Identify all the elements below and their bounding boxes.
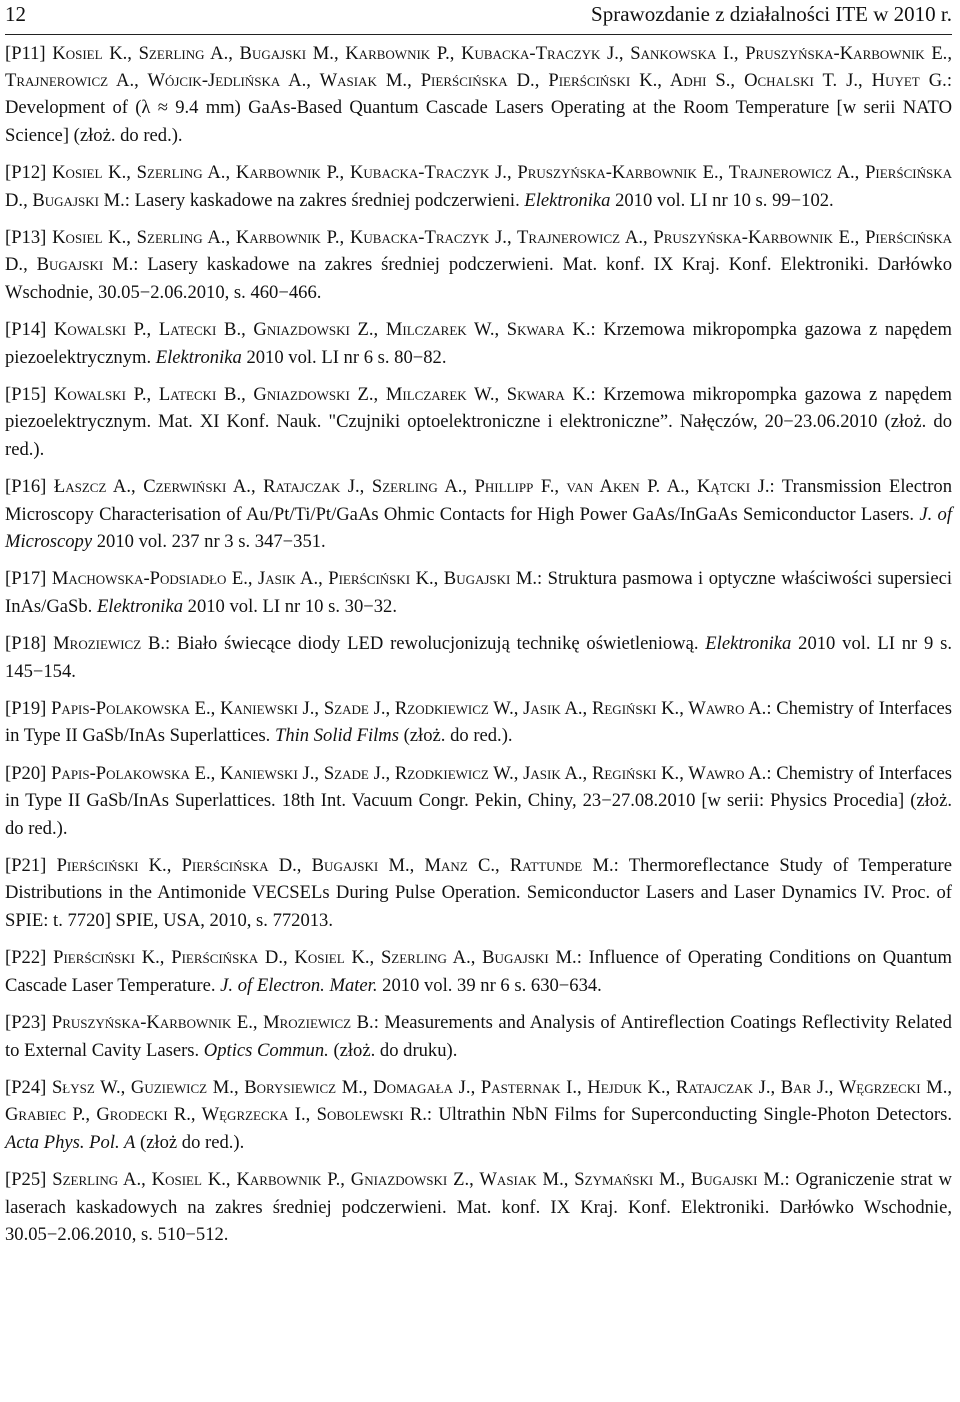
reference-item (5, 473, 952, 555)
page-header (5, 0, 952, 35)
reference-item (5, 40, 952, 149)
ref-authors: Machowska-Podsiadło E., Jasik A., Pierściński K., Bugajski M. (51, 568, 538, 590)
running-title: Sprawozdanie z działalności ITE w 2010 r. (591, 2, 952, 26)
ref-details: (złoż. do druku). (328, 1039, 458, 1061)
ref-title: : Krzemowa mikropompka gazowa z napędem piezoelektrycznym. Mat. XI Konf. Nauk. "Czujniki optoelektroniczne i elektroniczne”. Nałęczów, 20−23.06.2010 (złoż. do red.). (5, 384, 953, 460)
ref-authors: Kosiel K., Szerling A., Karbownik P., Kubacka-Traczyk J., Trajnerowicz A., Pruszyńska-Karbownik E., Pierścińska D., Bugajski M. (5, 227, 953, 276)
reference-list (5, 40, 952, 1258)
ref-details: 2010 vol. LI nr 9 s. 145−154. (5, 633, 952, 682)
ref-authors: Pierściński K., Pierścińska D., Bugajski M., Manz C., Rattunde M. (56, 855, 614, 877)
reference-item (5, 695, 952, 749)
ref-authors: Pierściński K., Pierścińska D., Kosiel K., Szerling A., Bugajski M. (53, 947, 577, 969)
ref-id: [P22] (5, 947, 47, 969)
ref-authors: Papis-Polakowska E., Kaniewski J., Szade J., Rzodkiewicz W., Jasik A., Regiński K., Wawro A. (51, 763, 767, 785)
reference-item (5, 381, 952, 463)
ref-id: [P14] (5, 319, 47, 341)
ref-title: : Lasery kaskadowe na zakres średniej podczerwieni. Mat. konf. IX Kraj. Konf. Elektroniki. Darłówko Wschodnie, 30.05−2.06.2010, s. 460−466. (5, 254, 952, 303)
ref-details: 2010 vol. 237 nr 3 s. 347−351. (92, 530, 326, 552)
ref-details: 2010 vol. LI nr 10 s. 99−102. (610, 189, 834, 211)
ref-authors: Pruszyńska-Karbownik E., Mroziewicz B. (51, 1012, 374, 1034)
reference-item (5, 316, 952, 370)
ref-journal: J. of Microscopy (5, 503, 952, 552)
ref-journal: Acta Phys. Pol. A (5, 1131, 136, 1153)
ref-id: [P21] (5, 855, 47, 877)
ref-authors: Kosiel K., Szerling A., Bugajski M., Karbownik P., Kubacka-Traczyk J., Sankowska I., Pruszyńska-Karbownik E., Trajnerowicz A., Wójcik-Jedlińska A., Wasiak M., Pierścińska D., Pierściński K., Adhi S., Ochalski T. J., Huyet G. (5, 43, 952, 92)
reference-item (5, 1166, 952, 1248)
ref-title: : Ograniczenie strat w laserach kaskadowych na zakres średniej podczerwieni. Mat. konf. IX Kraj. Konf. Elektroniki. Darłówko Wschodnie, 30.05−2.06.2010, s. 510−512. (5, 1169, 952, 1245)
ref-id: [P23] (5, 1012, 47, 1034)
ref-title: : Krzemowa mikropompka gazowa z napędem piezoelektrycznym. (5, 319, 953, 368)
ref-id: [P13] (5, 227, 47, 249)
reference-item (5, 1009, 952, 1063)
ref-title: : Struktura pasmowa i optyczne właściwości supersieci InAs/GaSb. (5, 568, 952, 617)
ref-details: 2010 vol. LI nr 10 s. 30−32. (183, 595, 397, 617)
ref-title: : Transmission Electron Microscopy Characterisation of Au/Pt/Ti/Pt/GaAs Ohmic Contacts for High Power GaAs/InGaAs Semiconductor Lasers. (5, 476, 952, 525)
ref-authors: Papis-Polakowska E., Kaniewski J., Szade J., Rzodkiewicz W., Jasik A., Regiński K., Wawro A. (51, 698, 767, 720)
ref-authors: Kowalski P., Latecki B., Gniazdowski Z., Milczarek W., Skwara K. (54, 384, 591, 406)
ref-details: 2010 vol. 39 nr 6 s. 630−634. (377, 974, 602, 996)
ref-journal: Elektronika (705, 633, 792, 655)
reference-item (5, 852, 952, 934)
reference-item (5, 224, 952, 306)
ref-authors: Kosiel K., Szerling A., Karbownik P., Kubacka-Traczyk J., Pruszyńska-Karbownik E., Trajnerowicz A., Pierścińska D., Bugajski M. (5, 162, 953, 211)
ref-journal: Elektronika (155, 346, 242, 368)
ref-title: : Chemistry of Interfaces in Type II GaSb/InAs Superlattices. 18th Int. Vacuum Congr. Pekin, Chiny, 23−27.08.2010 [w serii: Physics Procedia] (złoż. do red.). (5, 763, 952, 839)
ref-title: : Chemistry of Interfaces in Type II GaSb/InAs Superlattices. (5, 698, 952, 747)
ref-authors: Łaszcz A., Czerwiński A., Ratajczak J., Szerling A., Phillipp F., van Aken P. A., Kątcki J. (53, 476, 770, 498)
page-number: 12 (5, 2, 26, 26)
ref-authors: Kowalski P., Latecki B., Gniazdowski Z., Milczarek W., Skwara K. (54, 319, 591, 341)
reference-item (5, 760, 952, 842)
ref-title: : Ultrathin NbN Films for Superconducting Single-Photon Detectors. (426, 1104, 952, 1126)
ref-title: : Development of (λ ≈ 9.4 mm) GaAs-Based Quantum Cascade Lasers Operating at the Room Temperature [w serii NATO Science] (złoż. do red.). (5, 70, 952, 146)
ref-authors: Szerling A., Kosiel K., Karbownik P., Gniazdowski Z., Wasiak M., Szymański M., Bugajski M. (52, 1169, 785, 1191)
ref-journal: J. of Electron. Mater. (220, 974, 378, 996)
reference-item (5, 159, 952, 213)
ref-journal: Thin Solid Films (274, 725, 399, 747)
ref-id: [P16] (5, 476, 47, 498)
ref-authors: Mroziewicz B. (53, 633, 166, 655)
ref-id: [P15] (5, 384, 47, 406)
reference-item (5, 565, 952, 619)
ref-id: [P12] (5, 162, 47, 184)
ref-journal: Optics Commun. (203, 1039, 329, 1061)
ref-authors: Słysz W., Guziewicz M., Borysiewicz M., Domagała J., Pasternak I., Hejduk K., Ratajczak J., Bar J., Węgrzecki M., Grabiec P., Grodecki R., Węgrzecka I., Sobolewski R. (5, 1077, 952, 1126)
ref-id: [P25] (5, 1169, 47, 1191)
ref-journal: Elektronika (524, 189, 611, 211)
ref-details: (złoż do red.). (135, 1131, 245, 1153)
ref-title: : Measurements and Analysis of Antireflection Coatings Reflectivity Related to External Cavity Lasers. (5, 1012, 952, 1061)
ref-title: : Biało świecące diody LED rewolucjonizują technikę oświetleniową. (165, 633, 706, 655)
ref-details: (złoż. do red.). (398, 725, 513, 747)
reference-item (5, 630, 952, 684)
ref-journal: Elektronika (96, 595, 183, 617)
ref-id: [P11] (5, 43, 46, 64)
ref-title: : Thermoreflectance Study of Temperature Distributions in the Antimonide VECSELs During Pulse Operation. Semiconductor Lasers and Laser Dynamics IV. Proc. of SPIE: t. 7720] SPIE, USA, 2010, s. 772013. (5, 855, 952, 931)
ref-title: : Lasery kaskadowe na zakres średniej podczerwieni. (124, 189, 525, 211)
ref-id: [P20] (5, 763, 47, 785)
ref-id: [P24] (5, 1077, 47, 1099)
ref-title: : Influence of Operating Conditions on Quantum Cascade Laser Temperature. (5, 947, 952, 996)
reference-item (5, 1074, 952, 1156)
ref-id: [P17] (5, 568, 47, 590)
ref-details: 2010 vol. LI nr 6 s. 80−82. (241, 346, 447, 368)
reference-item (5, 944, 952, 998)
ref-id: [P18] (5, 633, 47, 655)
ref-id: [P19] (5, 698, 47, 720)
